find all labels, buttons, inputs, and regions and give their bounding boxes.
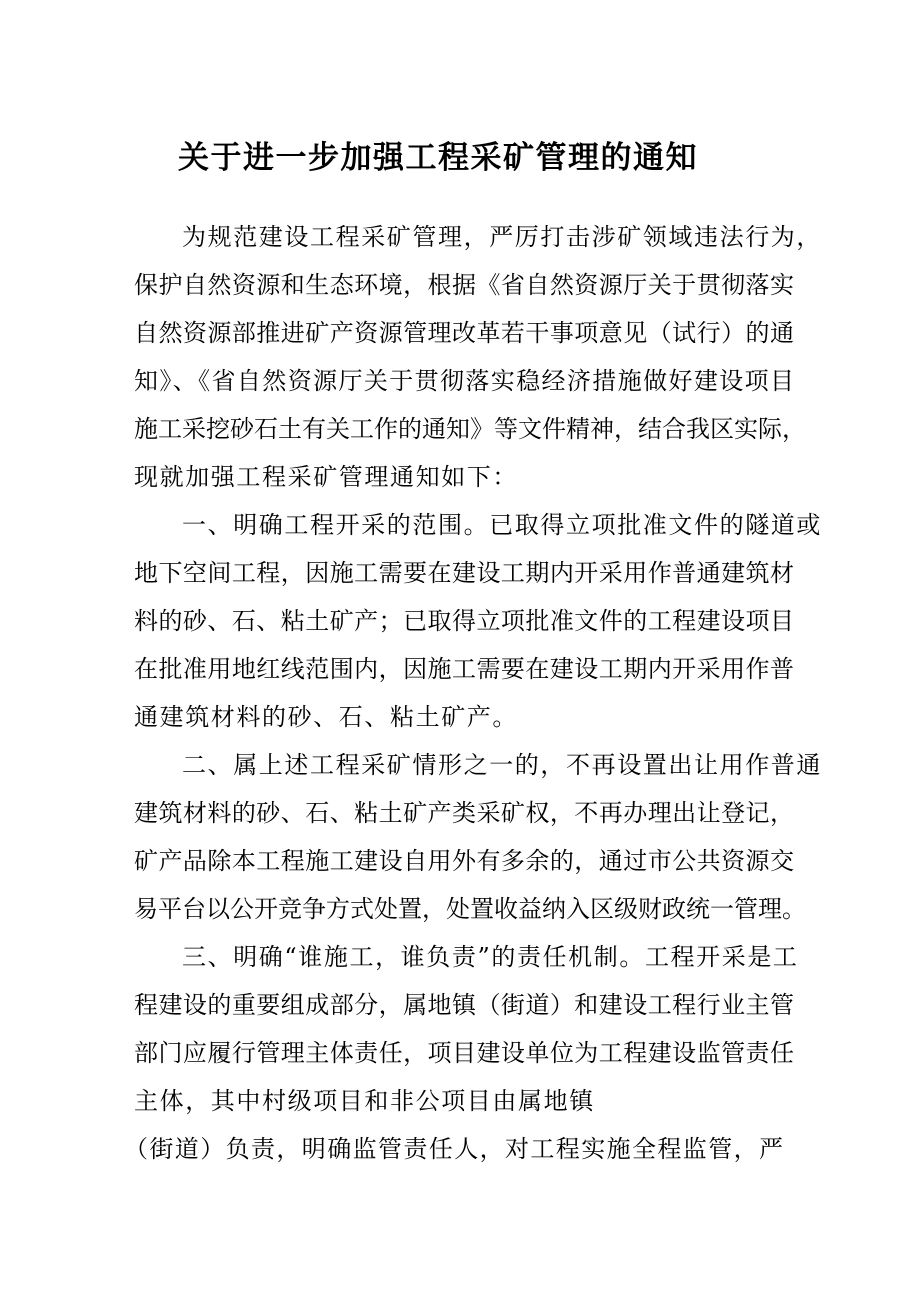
paragraph-line: 一、明确工程开采的范围。已取得立项批准文件的隧道或 xyxy=(182,511,822,539)
paragraph-line: 二、属上述工程采矿情形之一的，不再设置出让用作普通 xyxy=(182,751,822,779)
paragraph-line: 料的砂、石、粘土矿产；已取得立项批准文件的工程建设项目 xyxy=(134,607,794,635)
page-title: 关于进一步加强工程采矿管理的通知 xyxy=(178,140,698,176)
paragraph-line: 施工采挖砂石土有关工作的通知》等文件精神，结合我区实际， xyxy=(134,415,806,443)
paragraph-line: 三、明确“谁施工，谁负责”的责任机制。工程开采是工 xyxy=(182,943,799,971)
paragraph-line: 程建设的重要组成部分，属地镇（街道）和建设工程行业主管 xyxy=(134,991,794,1019)
paragraph-line: 矿产品除本工程施工建设自用外有多余的，通过市公共资源交 xyxy=(134,847,794,875)
paragraph-line: 知》、《省自然资源厅关于贯彻落实稳经济措施做好建设项目 xyxy=(134,367,794,395)
paragraph-line: 通建筑材料的砂、石、粘土矿产。 xyxy=(134,703,518,731)
paragraph-line: 部门应履行管理主体责任，项目建设单位为工程建设监管责任 xyxy=(134,1039,794,1067)
paragraph-line: 地下空间工程，因施工需要在建设工期内开采用作普通建筑材 xyxy=(134,559,794,587)
paragraph-line: （街道）负责，明确监管责任人，对工程实施全程监管，严 xyxy=(124,1135,785,1163)
paragraph-line: 主体，其中村级项目和非公项目由属地镇 xyxy=(134,1087,595,1115)
paragraph-line: 保护自然资源和生态环境，根据《省自然资源厅关于贯彻落实 xyxy=(134,271,794,299)
paragraph-line: 现就加强工程采矿管理通知如下： xyxy=(134,463,518,491)
paragraph-line: 自然资源部推进矿产资源管理改革若干事项意见（试行）的通 xyxy=(134,319,794,347)
paragraph-line: 易平台以公开竞争方式处置，处置收益纳入区级财政统一管理。 xyxy=(134,895,806,923)
paragraph-line: 在批准用地红线范围内，因施工需要在建设工期内开采用作普 xyxy=(134,655,794,683)
paragraph-line: 建筑材料的砂、石、粘土矿产类采矿权，不再办理出让登记， xyxy=(134,799,794,827)
paragraph-line: 为规范建设工程采矿管理，严厉打击涉矿领域违法行为， xyxy=(182,223,822,251)
